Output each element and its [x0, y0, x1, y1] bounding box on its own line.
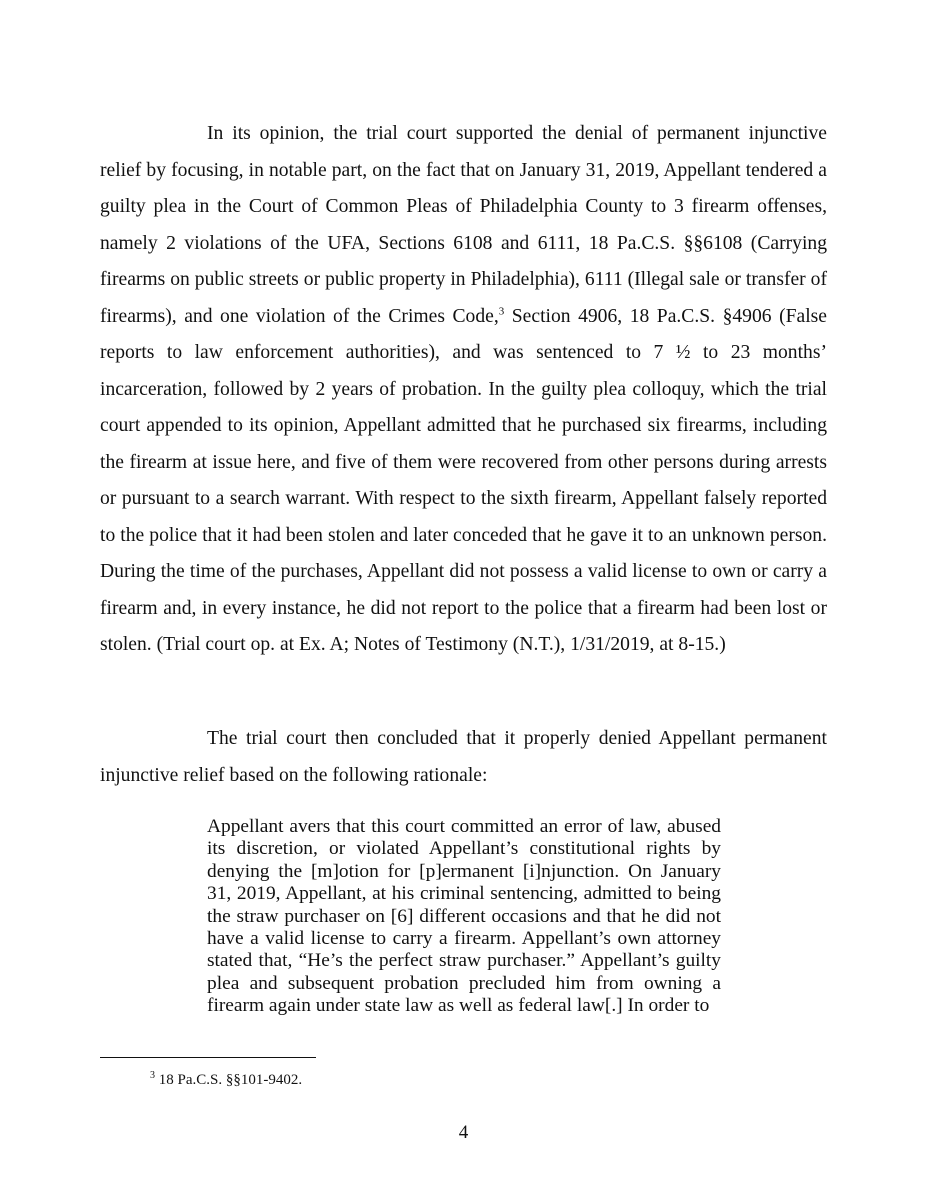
footnote	[150, 1070, 302, 1090]
footnote-separator	[100, 1057, 316, 1058]
footnote-text: 18 Pa.C.S. §§101-9402.	[155, 1072, 303, 1088]
paragraph-trial-court-opinion	[100, 116, 827, 664]
footnote-reference: 3	[498, 304, 505, 317]
block-quote: Appellant avers that this court committed an error of law, abused its discretion, or violated Appellant’s constitutional rights by denying the [m]otion for [p]ermanent [i]njunction. On January 31, 2019, Appellant, at his criminal sentencing, admitted to being the straw purchaser on [6] different occasions and that he did not have a valid license to carry a firearm. Appellant’s own attorney stated that, “He’s the perfect straw purchaser.” Appellant’s guilty plea and subsequent probation precluded him from owning a firearm again under state law as well as federal law[.] In order to	[207, 816, 721, 1017]
paragraph-trial-court-conclusion: The trial court then concluded that it properly denied Appellant permanent injunctive relief based on the following rationale:	[100, 728, 827, 786]
paragraph-text-part-2: Section 4906, 18 Pa.C.S. §4906 (False reports to law enforcement authorities), and was sentenced to 7 ½ to 23 months’ incarceration, followed by 2 years of probation. In the guilty plea colloquy, which the trial court appended to its opinion, Appellant admitted that he purchased six firearms, including the firearm at issue here, and five of them were recovered from other persons during arrests or pursuant to a search warrant. With respect to the sixth firearm, Appellant falsely reported to the police that it had been stolen and later conceded that he gave it to an unknown person. During the time of the purchases, Appellant did not possess a valid license to own or carry a firearm and, in every instance, he did not report to the police that a firearm had been lost or stolen. (Trial court op. at Ex. A; Notes of Testimony (N.T.), 1/31/2019, at 8-15.)	[100, 305, 827, 655]
paragraph-text-part-1: In its opinion, the trial court supported the denial of permanent injunctive relief by focusing, in notable part, on the fact that on January 31, 2019, Appellant tendered a guilty plea in the Court of Common Pleas of Philadelphia County to 3 firearm offenses, namely 2 violations of the UFA, Sections 6108 and 6111, 18 Pa.C.S. §§6108 (Carrying firearms on public streets or public property in Philadelphia), 6111 (Illegal sale or transfer of firearms), and one violation of the Crimes Code,	[100, 123, 827, 327]
page-number: 4	[458, 1122, 469, 1143]
footnote-marker: 3	[150, 1070, 155, 1081]
